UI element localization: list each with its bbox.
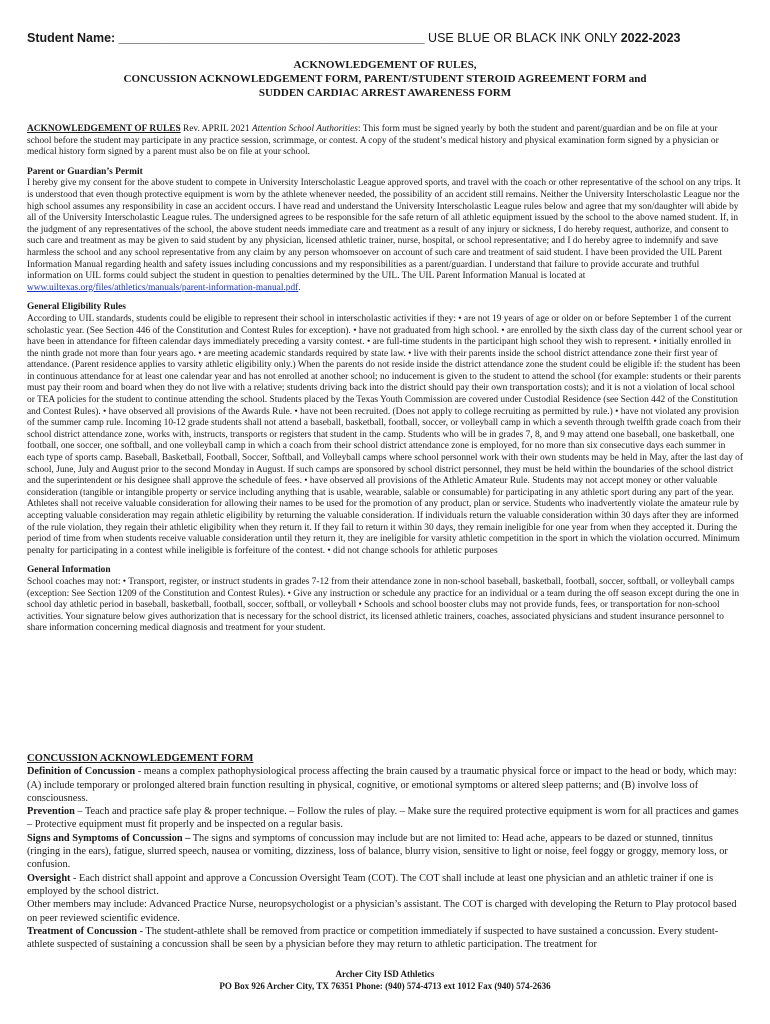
definition-paragraph: [27, 765, 743, 805]
rules-body: [27, 124, 743, 635]
signs-label: Signs and Symptoms of Concussion –: [27, 832, 191, 844]
signs-text: The signs and symptoms of concussion may include but are not limited to: Head ache, appears to be dazed or stunned, tinnitus (ringing in the ears), fatigue, slurred speech, nausea or vomiting, dizziness, loss of balance, blurry vision, sensitive to light or noise, feel foggy or groggy, memory loss, or confusion.: [27, 832, 728, 871]
parent-permit-end: .: [298, 282, 301, 293]
definition-label: Definition of Concussion: [27, 766, 136, 778]
ack-rules-heading: ACKNOWLEDGEMENT OF RULES: [27, 124, 181, 134]
parent-manual-link[interactable]: www.uiltexas.org/files/athletics/manuals/parent-information-manual.pdf: [27, 282, 299, 293]
parent-permit-text: I hereby give my consent for the above student to compete in University Interscholastic League approved sports, and travel with the coach or other representative of the school on any trips. It is understood that even though protective equipment is worn by the athlete whenever needed, the possibility of an accident still remains. Neither the University Interscholastic League nor the high school assumes any responsibility in case an accident occurs. I have read and understand the University Interscholastic League rules below and agree that my son/daughter will abide by all of the University Interscholastic League rules. The undersigned agrees to be responsible for the safe return of all athletic equipment issued by the school to the above named student. If, in the judgment of any representatives of the school, the above student needs immediate care and treatment as a result of any injury or sickness, I do hereby request, authorize, and consent to such care and treatment as may be given to said student by any physician, licensed athletic trainer, nurse, hospital, or school representative; and I do hereby agree to indemnify and save harmless the school and any school representative from any claim by any person whomsoever on account of such care and treatment of said student. I have been provided the UIL Parent Information Manual regarding health and safety issues including concussions and my responsibilities as a parent/guardian. I understand that failure to provide accurate and truthful information on UIL forms could subject the student in question to penalties determined by the UIL. The UIL Parent Information Manual is located at: [27, 178, 741, 282]
parent-permit-paragraph: [27, 178, 743, 294]
oversight-text: - Each district shall appoint and approve a Concussion Oversight Team (COT). The COT shall include at least one physician and an athletic trainer if one is employed by the school district.: [27, 872, 714, 897]
student-name-label: Student Name: ____________________________________________: [27, 31, 425, 45]
title-line-2: CONCUSSION ACKNOWLEDGEMENT FORM, PARENT/STUDENT STEROID AGREEMENT FORM and: [123, 73, 647, 85]
prevention-paragraph: [27, 805, 743, 832]
ack-rules-rev: Rev. APRIL 2021: [180, 124, 252, 134]
eligibility-text: According to UIL standards, students could be eligible to represent their school in interscholastic activities if they: • are not 19 years of age or older on or before September 1 of the current scholastic year. (See Section 446 of the Constitution and Contest Rules for exception). • have not graduated from high school. • are enrolled by the sixth class day of the current school year or have been in attendance for fifteen calendar days immediately preceding a varsity contest. • are full-time students in the participant high school they wish to represent. • initially enrolled in the ninth grade not more than four years ago. • are meeting academic standards required by state law. • live with their parents inside the school district attendance zone their first year of attendance. (Parent residence applies to varsity athletic eligibility only.) When the parents do not reside inside the district attendance zone the student could be eligible if: the student has been in continuous attendance for at least one calendar year and has not enrolled at another school; no inducement is given to the student to attend the school (for example: students or their parents must pay their room and board when they do not live with a relative; students driving back into the district should pay their own transportation costs); and it is not a violation of local school or TEA policies for the student to continue attending the school. Students placed by the Texas Youth Commission are covered under Custodial Residence (see Section 442 of the Constitution and Contest Rules). • have observed all provisions of the Awards Rule. • have not been recruited. (Does not apply to college recruiting as permitted by rule.) • have not violated any provision of the summer camp rule. Incoming 10-12 grade students shall not attend a baseball, basketball, football, soccer, or volleyball camp in which a seventh through twelfth grade coach from their school district attendance zone, works with, instructs, transports or registers that student in the camp. Students who will be in grades 7, 8, and 9 may attend one baseball, one basketball, one football, one soccer, one softball, and one volleyball camp in which a coach from their school district attendance zone is employed, for no more than six consecutive days each summer in each type of sports camp. Baseball, Basketball, Football, Soccer, Softball, and Volleyball camps where school personnel work with their own students may be held in May, after the last day of school, June, July and August prior to the second Monday in August. If such camps are sponsored by school district personnel, they must be held within the boundaries of the school district and the superintendent or his designee shall approve the schedule of fees. • have observed all provisions of the Athletic Amateur Rule. Students may not accept money or other valuable consideration (tangible or intangible property or service including anything that is usable, wearable, salable or consumable) for participating in any athletic sport during any part of the year. Athletes shall not receive valuable consideration for allowing their names to be used for the promotion of any product, plan or service. Students who inadvertently violate the amateur rule by accepting valuable consideration may regain athletic eligibility by returning the valuable consideration. If individuals return the valuable consideration within 30 days after they are informed of the rule violation, they regain their athletic eligibility when they return it. If they fail to return it within 30 days, they remain ineligible for one year from when they accepted it. During the period of time from when students receive valuable consideration until they return it, they are ineligible for varsity athletic competition in the sport in which the violation occurred. Minimum penalty for participating in a contest while ineligible is forfeiture of the contest. • did not change schools for athletic purposes: [27, 313, 743, 556]
treatment-text: - The student-athlete shall be removed from practice or competition immediately if suspected to have sustained a concussion. Every student-athlete suspected of sustaining a concussion shall be seen by a physician before they may return to athletic participation. The treatment for: [27, 925, 719, 951]
ack-rules-paragraph: [27, 124, 743, 159]
eligibility-heading: General Eligibility Rules: [27, 302, 126, 313]
title-line-1: ACKNOWLEDGEMENT OF RULES,: [293, 59, 477, 71]
footer: [27, 968, 743, 992]
concussion-section: [27, 752, 743, 951]
general-info-text: School coaches may not: • Transport, register, or instruct students in grades 7-12 from their attendance zone in non-school baseball, basketball, football, soccer, softball, or volleyball camps (exception: See Section 1209 of the Constitution and Contest Rules). • Give any instruction or schedule any practice for an individual or a team during the off season except during the one in school day athletic period in baseball, basketball, football, soccer, softball, or volleyball • Schools and school booster clubs may not provide funds, fees, or transportation for non-school activities. Your signature below gives authorization that is necessary for the school district, its licensed athletic trainers, coaches, associated physicians and student insurance personnel to share information concerning medical diagnosis and treatment for your student.: [27, 576, 740, 634]
oversight-paragraph: [27, 872, 743, 899]
form-title: [27, 58, 743, 100]
treatment-paragraph: [27, 925, 743, 952]
ink-note: USE BLUE OR BLACK INK ONLY: [424, 31, 621, 45]
ack-rules-text: : This form must be signed yearly by both the student and parent/guardian and be on file at your school before the student may participate in any practice session, scrimmage, or contest. A copy of the student’s medical history and physical examination form signed by a physician or medical history form signed by a parent must also be on file at your school.: [27, 124, 719, 158]
concussion-heading: CONCUSSION ACKNOWLEDGEMENT FORM: [27, 753, 254, 764]
general-info-heading: General Information: [27, 565, 111, 576]
parent-permit-heading: Parent or Guardian’s Permit: [27, 166, 143, 177]
title-line-3: SUDDEN CARDIAC ARREST AWARENESS FORM: [258, 87, 512, 99]
prevention-text: – Teach and practice safe play & proper technique. – Follow the rules of play. – Make sure the required protective equipment is worn for all practices and games – Protective equipment must fit properly and be inspected on a regular basis.: [27, 806, 739, 831]
student-name-header: [27, 31, 747, 45]
ack-rules-attention: Attention School Authorities: [251, 124, 358, 134]
treatment-label: Treatment of Concussion: [27, 925, 138, 937]
footer-line-2: PO Box 926 Archer City, TX 76351 Phone: (940) 574-4713 ext 1012 Fax (940) 574-2636: [219, 981, 551, 991]
other-members-text: Other members may include: Advanced Practice Nurse, neuropsychologist or a physician’s assistant. The COT is charged with developing the Return to Play protocol based on peer reviewed scientific evidence.: [27, 899, 737, 924]
prevention-label: Prevention: [27, 806, 75, 818]
footer-line-1: Archer City ISD Athletics: [335, 969, 435, 979]
definition-text: - means a complex pathophysiological process affecting the brain caused by a traumatic physical force or impact to the head or body, which may: (A) include temporary or prolonged altered brain function resulting in physical, cognitive, or emotional symptoms or altered sleep patterns; and (B) involve loss of consciousness.: [27, 766, 737, 804]
signs-paragraph: [27, 832, 743, 872]
school-year: 2022-2023: [620, 31, 681, 45]
oversight-label: Oversight: [27, 872, 71, 884]
